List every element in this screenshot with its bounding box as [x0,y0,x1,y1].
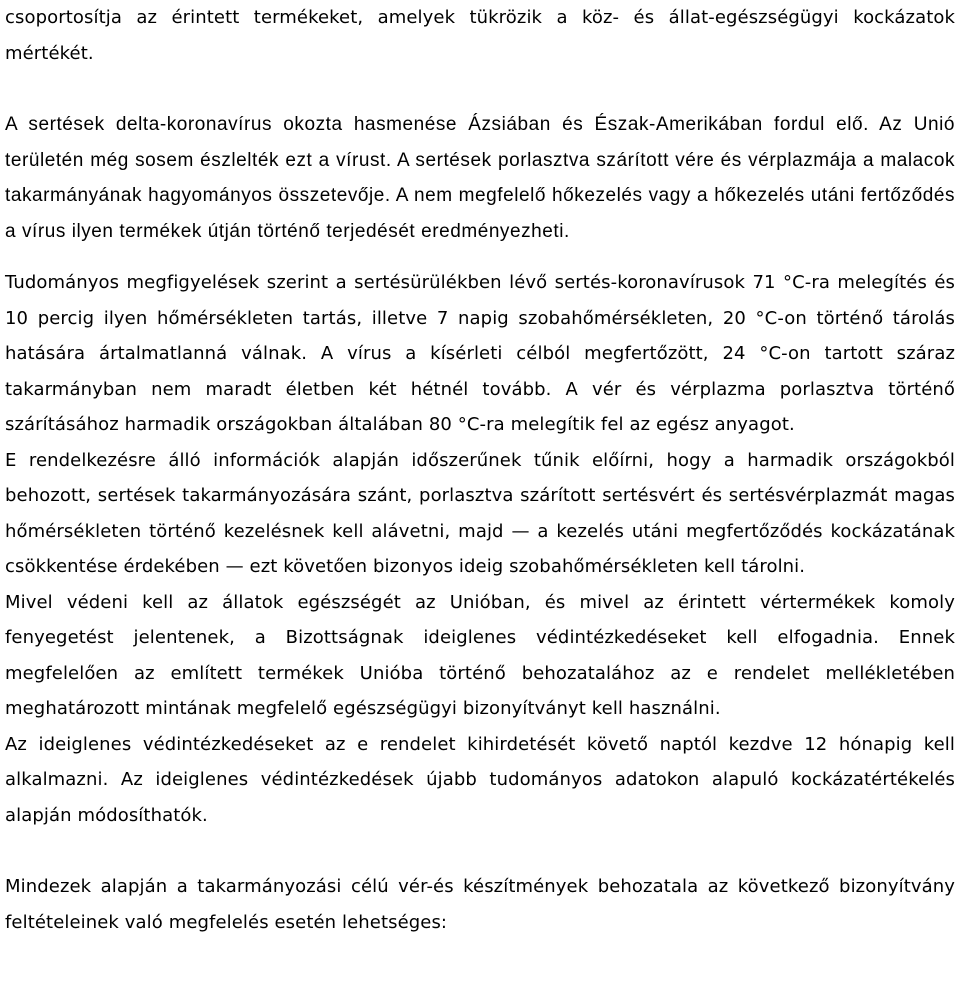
paragraph-protective-measures: Mivel védeni kell az állatok egészségét az Unióban, és mivel az érintett vértermékek komoly fenyegetést jelentenek, a Bizottságnak ideiglenes védintézkedéseket kell elfogadnia. Ennek megfelelően az említett termékek Unióba történő behozatalához az e rendelet mellékletében meghatározott mintának megfelelő egészségügyi bizonyítványt kell használni. [5,591,955,719]
paragraph-product-grouping: csoportosítja az érintett termékeket, amelyek tükrözik a köz- és állat-egészségügyi kockázatok mértékét. [5,7,955,64]
paragraph-import-conditions: Mindezek alapján a takarmányozási célú vér-és készítmények behozatala az következő bizonyítvány feltételeinek való megfelelés esetén lehetséges: [5,876,955,933]
document-page [5,0,955,940]
paragraph-application-period: Az ideiglenes védintézkedéseket az e rendelet kihirdetését követő naptól kezdve 12 hónapig kell alkalmazni. Az ideiglenes védintézkedések újabb tudományos adatokon alapuló kockázatértékelés alapján módosíthatók. [5,733,955,826]
paragraph-heat-treatment-requirement: E rendelkezésre álló információk alapján időszerűnek tűnik előírni, hogy a harmadik országokból behozott, sertések takarmányozására szánt, porlasztva szárított sertésvért és sertésvérplazmát magas hőmérsékleten történő kezelésnek kell alávetni, majd — a kezelés utáni megfertőződés kockázatának csökkentése érdekében — ezt követően bizonyos ideig szobahőmérsékleten kell tárolni. [5,449,955,577]
paragraph-scientific-observations: Tudományos megfigyelések szerint a sertésürülékben lévő sertés-koronavírusok 71 °C-ra melegítés és 10 percig ilyen hőmérsékleten tartás, illetve 7 napig szobahőmérsékleten, 20 °C-on történő tárolás hatására ártalmatlanná válnak. A vírus a kísérleti célból megfertőzött, 24 °C-on tartott száraz takarmányban nem maradt életben két hétnél tovább. A vér és vérplazma porlasztva történő szárításához harmadik országokban általában 80 °C-ra melegítik fel az egész anyagot. [5,272,955,435]
paragraph-delta-coronavirus: A sertések delta-koronavírus okozta hasmenése Ázsiában és Észak-Amerikában fordul elő. Az Unió területén még sosem észlelték ezt a vírust. A sertések porlasztva szárított vére és vérplazmája a malacok takarmányának hagyományos összetevője. A nem megfelelő hőkezelés vagy a hőkezelés utáni fertőződés a vírus ilyen termékek útján történő terjedését eredményezheti. [5,114,955,242]
